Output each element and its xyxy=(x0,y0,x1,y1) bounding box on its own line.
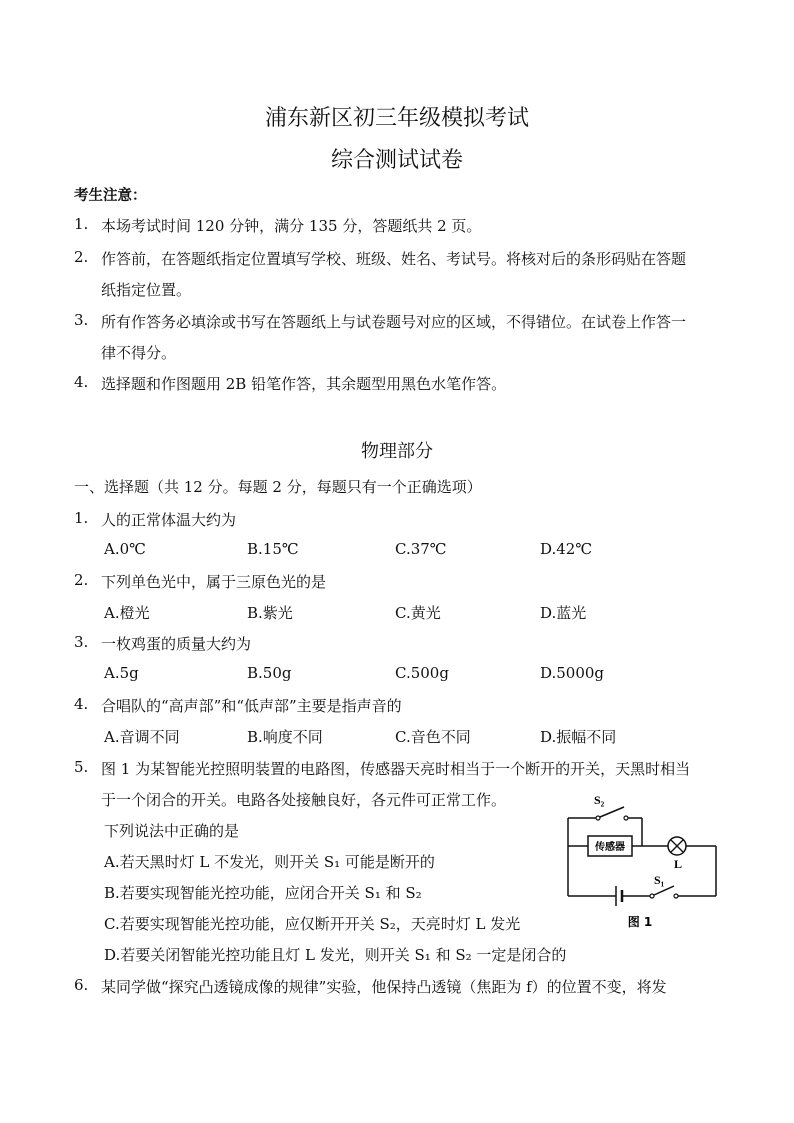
question-stem: 人的正常体温大约为 xyxy=(101,511,237,529)
option-a: A.5g xyxy=(104,664,139,682)
option-c: C.37℃ xyxy=(395,540,447,558)
option-b: B.15℃ xyxy=(247,540,299,558)
option-d: D.蓝光 xyxy=(540,604,587,622)
option-c: C.黄光 xyxy=(395,604,441,622)
question-number: 1. xyxy=(74,509,89,527)
switch-s2-contact xyxy=(596,816,600,820)
notice-item-text: 本场考试时间 120 分钟，满分 135 分，答题纸共 2 页。 xyxy=(101,217,482,235)
option-b: B.50g xyxy=(247,664,292,682)
question-stem: 某同学做“探究凸透镜成像的规律”实验，他保持凸透镜（焦距为 f）的位置不变，将发 xyxy=(101,978,667,996)
switch-s1-contact xyxy=(674,894,678,898)
option-b: B.若要实现智能光控功能，应闭合开关 S₁ 和 S₂ xyxy=(104,884,422,902)
question-stem-cont: 于一个闭合的开关。电路各处接触良好，各元件可正常工作。 xyxy=(101,791,507,809)
question-stem: 合唱队的“高声部”和“低声部”主要是指声音的 xyxy=(101,697,402,715)
exam-subtitle: 综合测试试卷 xyxy=(330,148,463,173)
notice-item-number: 2. xyxy=(74,248,89,266)
switch-s2-label: S₂ xyxy=(594,793,605,807)
figure-caption: 图 1 xyxy=(627,915,653,929)
question-stem: 一枚鸡蛋的质量大约为 xyxy=(101,635,252,653)
circuit-diagram xyxy=(560,786,725,931)
switch-s1-blade xyxy=(654,886,674,895)
question-prompt: 下列说法中正确的是 xyxy=(104,822,240,840)
option-d: D.5000g xyxy=(540,664,605,682)
switch-s2-contact xyxy=(624,816,628,820)
option-a: A.音调不同 xyxy=(104,728,180,746)
option-a: A.0℃ xyxy=(104,540,146,558)
notice-item-text: 作答前，在答题纸指定位置填写学校、班级、姓名、考试号。将核对后的条形码贴在答题 xyxy=(101,250,687,268)
notice-item-text: 所有作答务必填涂或书写在答题纸上与试卷题号对应的区域，不得错位。在试卷上作答一 xyxy=(101,313,687,331)
notice-item-number: 1. xyxy=(74,215,89,233)
sensor-label: 传感器 xyxy=(595,842,625,853)
question-stem: 下列单色光中，属于三原色光的是 xyxy=(101,573,327,591)
option-c: C.音色不同 xyxy=(395,728,471,746)
notice-item-text: 纸指定位置。 xyxy=(101,281,192,299)
option-a: A.橙光 xyxy=(104,604,150,622)
notice-item-text: 选择题和作图题用 2B 铅笔作答，其余题型用黑色水笔作答。 xyxy=(101,375,507,393)
notice-item-text: 律不得分。 xyxy=(101,344,177,362)
exam-title: 浦东新区初三年级模拟考试 xyxy=(264,106,529,131)
switch-s1-label: S₁ xyxy=(654,873,665,887)
option-a: A.若天黑时灯 L 不发光，则开关 S₁ 可能是断开的 xyxy=(104,853,435,871)
part-heading: 一、选择题（共 12 分。每题 2 分，每题只有一个正确选项） xyxy=(74,478,482,496)
question-number: 3. xyxy=(74,633,89,651)
lamp-label: L xyxy=(674,857,683,871)
option-b: B.紫光 xyxy=(247,604,293,622)
notice-item-number: 3. xyxy=(74,311,89,329)
notice-item-number: 4. xyxy=(74,373,89,391)
option-d: D.42℃ xyxy=(540,540,593,558)
option-c: C.若要实现智能光控功能，应仅断开开关 S₂，天亮时灯 L 发光 xyxy=(104,915,521,933)
notice-heading: 考生注意： xyxy=(74,187,147,204)
question-number: 4. xyxy=(74,695,89,713)
question-stem: 图 1 为某智能光控照明装置的电路图，传感器天亮时相当于一个断开的开关，天黑时相当 xyxy=(101,760,691,778)
option-d: D.振幅不同 xyxy=(540,728,617,746)
switch-s2-blade xyxy=(600,807,624,817)
section-title: 物理部分 xyxy=(361,441,433,462)
option-b: B.响度不同 xyxy=(247,728,323,746)
question-number: 5. xyxy=(74,758,89,776)
option-d: D.若要关闭智能光控功能且灯 L 发光，则开关 S₁ 和 S₂ 一定是闭合的 xyxy=(104,946,567,964)
switch-s1-contact xyxy=(650,894,654,898)
option-c: C.500g xyxy=(395,664,449,682)
question-number: 6. xyxy=(74,976,89,994)
question-number: 2. xyxy=(74,571,89,589)
